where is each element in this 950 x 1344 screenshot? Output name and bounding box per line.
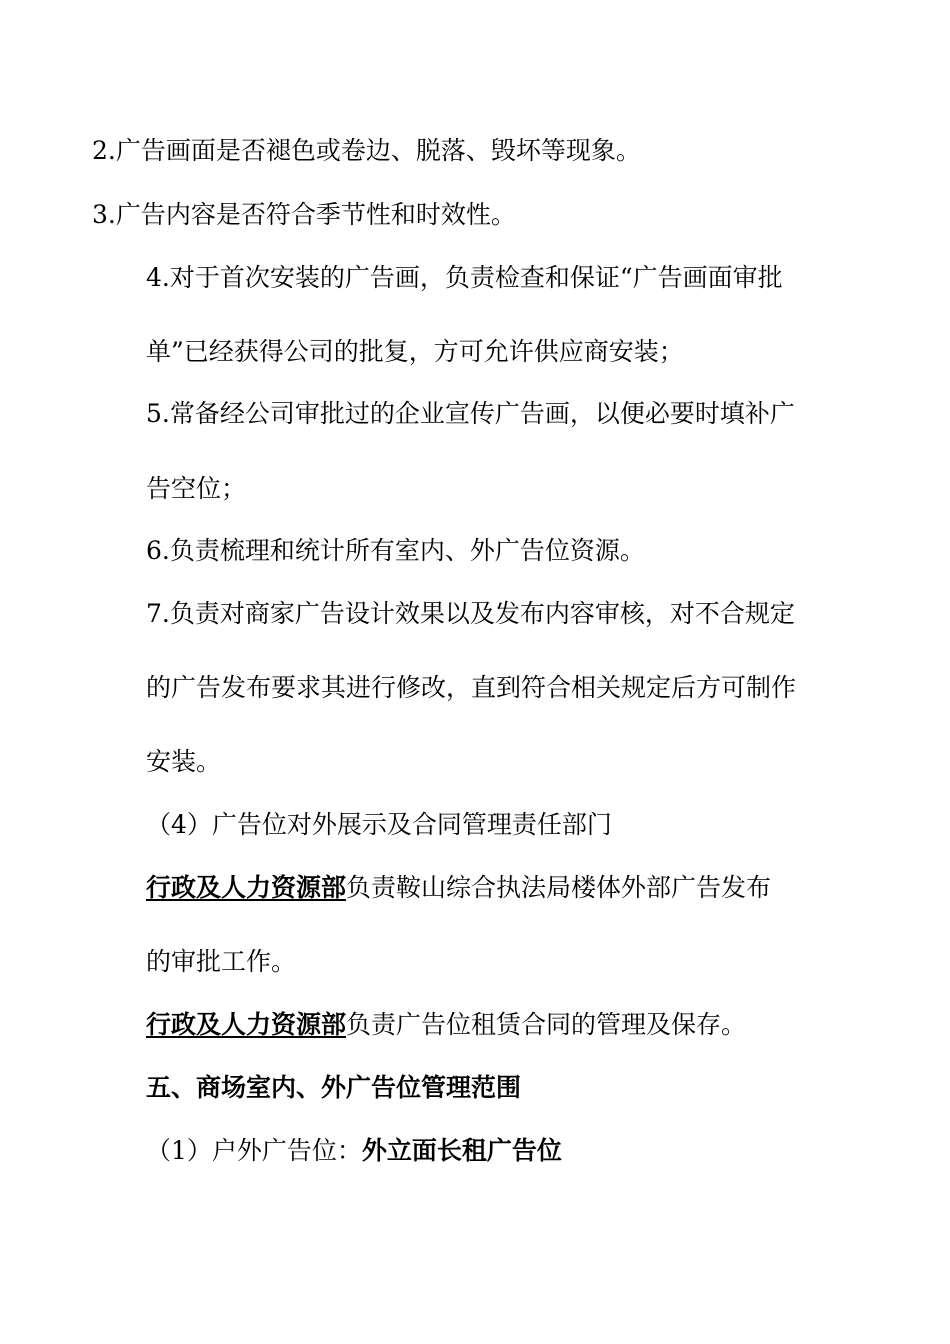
item-2-text: 2.广告画面是否褪色或卷边、脱落、毁坏等现象。 xyxy=(92,136,641,165)
outdoor-ad-prefix: （1）户外广告位： xyxy=(146,1136,362,1165)
item-3-text: 3.广告内容是否符合季节性和时效性。 xyxy=(92,200,516,229)
dept-name: 行政及人力资源部 xyxy=(146,1010,347,1039)
item-5-text-line2: 告空位； xyxy=(146,474,247,503)
section-5-heading: 五、商场室内、外广告位管理范围 xyxy=(146,1073,522,1102)
item-7-text-line3: 安装。 xyxy=(146,747,222,776)
outdoor-ad-item xyxy=(146,1134,562,1168)
item-7-text-line1: 7.负责对商家广告设计效果以及发布内容审核，对不合规定 xyxy=(146,599,795,628)
outdoor-ad-type: 外立面长租广告位 xyxy=(361,1136,562,1165)
item-5-text-line1: 5.常备经公司审批过的企业宣传广告画，以便必要时填补广 xyxy=(146,399,795,428)
item-4-text-line2: 单”已经获得公司的批复，方可允许供应商安装； xyxy=(146,337,684,366)
dept-approval-line2: 的审批工作。 xyxy=(146,947,297,976)
dept-duty: 负责广告位租赁合同的管理及保存。 xyxy=(346,1010,747,1039)
item-6-text: 6.负责梳理和统计所有室内、外广告位资源。 xyxy=(146,536,645,565)
dept-name: 行政及人力资源部 xyxy=(146,873,347,902)
item-4-text-line1: 4.对于首次安装的广告画，负责检查和保证“广告画面审批 xyxy=(146,263,783,292)
dept-approval-line1 xyxy=(146,871,771,905)
item-7-text-line2: 的广告发布要求其进行修改，直到符合相关规定后方可制作 xyxy=(146,673,797,702)
section-4-heading: （4）广告位对外展示及合同管理责任部门 xyxy=(146,810,612,839)
dept-contract-line xyxy=(146,1008,746,1042)
dept-duty: 负责鞍山综合执法局楼体外部广告发布 xyxy=(346,873,772,902)
